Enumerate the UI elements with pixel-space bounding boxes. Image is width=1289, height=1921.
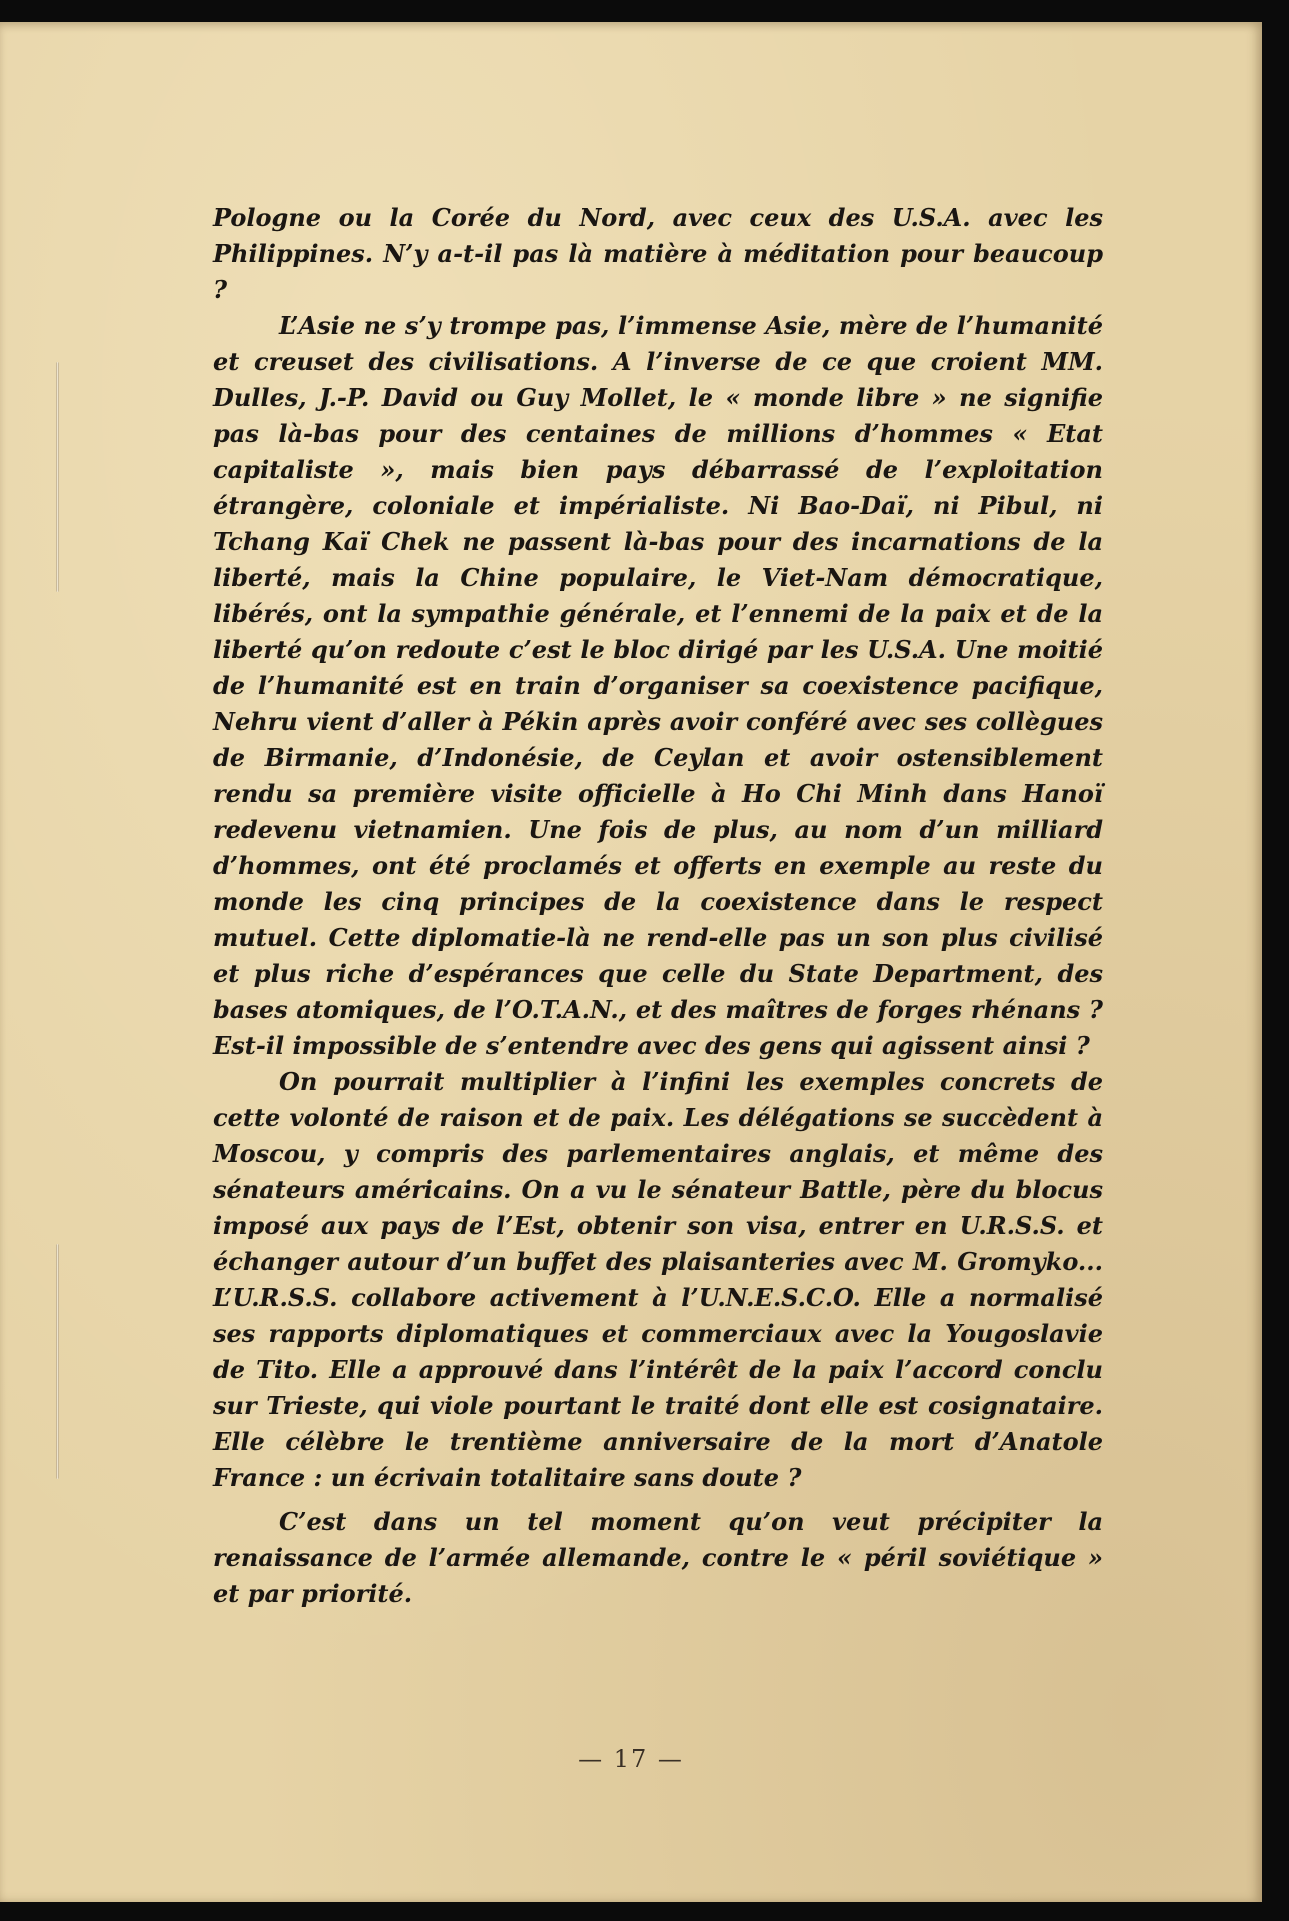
page-number: — 17 — (578, 1745, 684, 1773)
book-page (0, 22, 1262, 1902)
body-text (213, 200, 1103, 1612)
binding-thread-top (56, 362, 59, 592)
paragraph-exemples: On pourrait multiplier à l’infini les exemples concrets de cette volonté de raison et de paix. Les délégations se succèdent à Moscou, y compris des parlementaires anglais, et même des sénateurs américains. On a vu le sénateur Battle, père du blocus imposé aux pays de l’Est, obtenir son visa, entrer en U.R.S.S. et échanger autour d’un buffet des plaisanteries avec M. Gromyko... L’U.R.S.S. collabore activement à l’U.N.E.S.C.O. Elle a normalisé ses rapports diplomatiques et commerciaux avec la Yougoslavie de Tito. Elle a approuvé dans l’intérêt de la paix l’accord conclu sur Trieste, qui viole pourtant le traité dont elle est cosignataire. Elle célèbre le trentième anniversaire de la mort d’Anatole France : un écrivain totalitaire sans doute ? (213, 1067, 1103, 1492)
paragraph-asie: L’Asie ne s’y trompe pas, l’immense Asie, mère de l’humanité et creuset des civilisations. A l’inverse de ce que croient MM. Dulles, J.-P. David ou Guy Mollet, le « monde libre » ne signifie pas là-bas pour des centaines de millions d’hommes « Etat capitaliste », mais bien pays débarrassé de l’exploitation étrangère, coloniale et impérialiste. Ni Bao-Daï, ni Pibul, ni Tchang Kaï Chek ne passent là-bas pour des incarnations de la liberté, mais la Chine populaire, le Viet-Nam démocratique, libérés, ont la sympathie générale, et l’ennemi de la paix et de la liberté qu’on redoute c’est le bloc dirigé par les U.S.A. Une moitié de l’humanité est en train d’organiser sa coexistence pacifique, Nehru vient d’aller à Pékin après avoir conféré avec ses collègues de Birmanie, d’Indonésie, de Ceylan et avoir ostensiblement rendu sa première visite officielle à Ho Chi Minh dans Hanoï redevenu vietnamien. Une fois de plus, au nom d’un milliard d’hommes, ont été proclamés et offerts en exemple au reste du monde les cinq principes de la coexistence dans le respect mutuel. Cette diplomatie-là ne rend-elle pas un son plus civilisé et plus riche d’espérances que celle du State Department, des bases atomiques, de l’O.T.A.N., et des maîtres de forges rhénans ? Est-il impossible de s’entendre avec des gens qui agissent ainsi ? (213, 311, 1103, 1060)
binding-thread-bottom (56, 1244, 59, 1479)
paragraph-continuation: Pologne ou la Corée du Nord, avec ceux des U.S.A. avec les Philippines. N’y a-t-il pas là matière à méditation pour beaucoup ? (213, 203, 1103, 304)
paragraph-renaissance: C’est dans un tel moment qu’on veut précipiter la renaissance de l’armée allemande, contre le « péril soviétique » et par priorité. (213, 1507, 1103, 1608)
